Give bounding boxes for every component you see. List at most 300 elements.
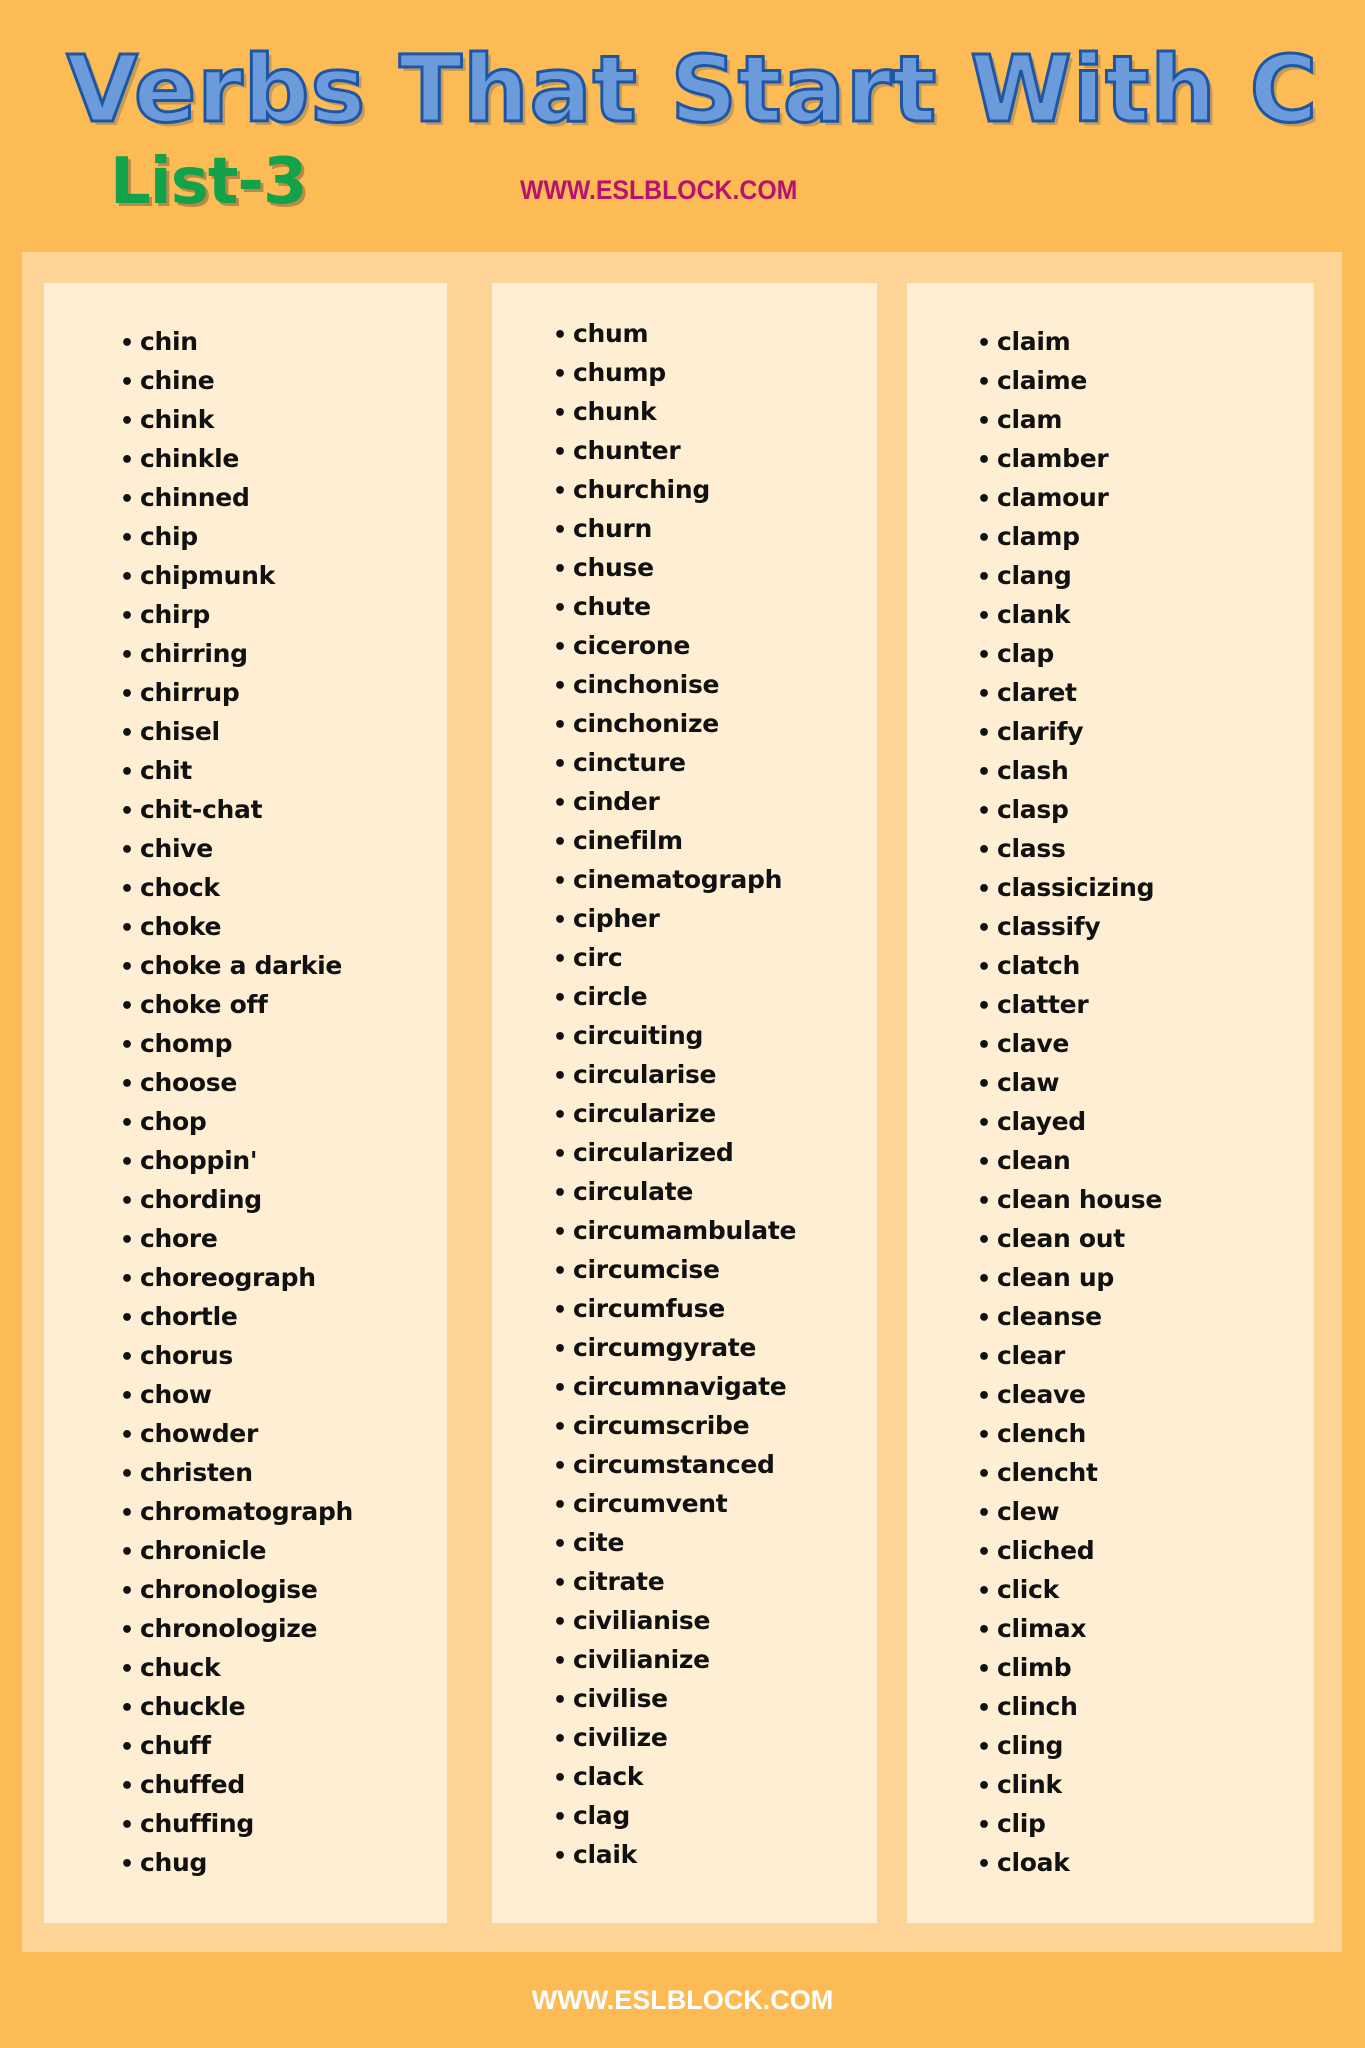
list-item xyxy=(553,1016,796,1055)
bullet-icon: • xyxy=(120,760,134,785)
bullet-icon: • xyxy=(553,1259,567,1284)
verb-text: clean out xyxy=(997,1224,1125,1253)
bullet-icon: • xyxy=(120,1462,134,1487)
verb-text: circuiting xyxy=(573,1021,704,1050)
verb-text: chuffing xyxy=(140,1809,255,1838)
list-item xyxy=(120,478,353,517)
list-item xyxy=(977,1414,1162,1453)
verb-text: claik xyxy=(573,1840,637,1869)
bullet-icon: • xyxy=(120,487,134,512)
verb-text: circumcise xyxy=(573,1255,720,1284)
list-item xyxy=(553,1406,796,1445)
list-item xyxy=(977,1336,1162,1375)
bullet-icon: • xyxy=(120,1267,134,1292)
bullet-icon: • xyxy=(553,752,567,777)
verb-text: cinchonize xyxy=(573,709,719,738)
list-item xyxy=(120,1726,353,1765)
verb-text: claim xyxy=(997,327,1071,356)
bullet-icon: • xyxy=(553,1142,567,1167)
verb-text: civilise xyxy=(573,1684,668,1713)
bullet-icon: • xyxy=(977,1462,991,1487)
list-item xyxy=(120,1765,353,1804)
bullet-icon: • xyxy=(120,331,134,356)
verb-text: circ xyxy=(573,943,623,972)
bullet-icon: • xyxy=(553,908,567,933)
bullet-icon: • xyxy=(977,1501,991,1526)
list-item xyxy=(553,821,796,860)
list-item xyxy=(977,1765,1162,1804)
verb-text: choose xyxy=(140,1068,238,1097)
bullet-icon: • xyxy=(120,1306,134,1331)
list-item xyxy=(553,548,796,587)
verb-text: chuffed xyxy=(140,1770,245,1799)
verb-text: chum xyxy=(573,319,649,348)
list-item xyxy=(553,1211,796,1250)
list-item xyxy=(553,392,796,431)
bullet-icon: • xyxy=(120,604,134,629)
bullet-icon: • xyxy=(553,791,567,816)
verb-text: churching xyxy=(573,475,710,504)
list-item xyxy=(553,1289,796,1328)
bullet-icon: • xyxy=(977,370,991,395)
bullet-icon: • xyxy=(553,1766,567,1791)
list-item xyxy=(120,1531,353,1570)
list-item xyxy=(977,985,1162,1024)
verb-text: clinch xyxy=(997,1692,1078,1721)
list-item xyxy=(120,1375,353,1414)
bullet-icon: • xyxy=(553,1454,567,1479)
verb-text: clayed xyxy=(997,1107,1086,1136)
bullet-icon: • xyxy=(553,479,567,504)
verb-text: churn xyxy=(573,514,653,543)
bullet-icon: • xyxy=(120,682,134,707)
list-item xyxy=(120,1336,353,1375)
bullet-icon: • xyxy=(553,1220,567,1245)
bullet-icon: • xyxy=(120,1696,134,1721)
bullet-icon: • xyxy=(120,1189,134,1214)
verb-text: chump xyxy=(573,358,666,387)
bullet-icon: • xyxy=(553,401,567,426)
bullet-icon: • xyxy=(977,565,991,590)
list-item xyxy=(553,1757,796,1796)
verb-text: chirrup xyxy=(140,678,240,707)
bullet-icon: • xyxy=(120,1111,134,1136)
word-column-1 xyxy=(44,283,447,1923)
list-item xyxy=(977,439,1162,478)
list-item xyxy=(553,977,796,1016)
verb-text: classicizing xyxy=(997,873,1155,902)
bullet-icon: • xyxy=(553,1727,567,1752)
bullet-icon: • xyxy=(977,1033,991,1058)
bullet-icon: • xyxy=(977,760,991,785)
list-item xyxy=(977,595,1162,634)
verb-text: clear xyxy=(997,1341,1066,1370)
verb-text: civilianise xyxy=(573,1606,711,1635)
bullet-icon: • xyxy=(553,1415,567,1440)
bullet-icon: • xyxy=(120,1072,134,1097)
verb-text: chirp xyxy=(140,600,210,629)
verb-text: chip xyxy=(140,522,198,551)
list-item xyxy=(553,782,796,821)
bullet-icon: • xyxy=(977,955,991,980)
bullet-icon: • xyxy=(977,1618,991,1643)
list-item xyxy=(977,1375,1162,1414)
bullet-icon: • xyxy=(977,643,991,668)
bullet-icon: • xyxy=(977,448,991,473)
bullet-icon: • xyxy=(120,643,134,668)
list-item xyxy=(553,1445,796,1484)
bullet-icon: • xyxy=(120,370,134,395)
list-item xyxy=(977,1726,1162,1765)
list-item xyxy=(120,1102,353,1141)
bullet-icon: • xyxy=(120,955,134,980)
list-item xyxy=(120,1219,353,1258)
bullet-icon: • xyxy=(553,635,567,660)
list-item xyxy=(120,1843,353,1882)
bullet-icon: • xyxy=(120,526,134,551)
bullet-icon: • xyxy=(553,440,567,465)
verb-text: chronicle xyxy=(140,1536,267,1565)
bullet-icon: • xyxy=(977,1696,991,1721)
bullet-icon: • xyxy=(977,1384,991,1409)
verb-text: clench xyxy=(997,1419,1086,1448)
list-item xyxy=(977,1531,1162,1570)
list-item xyxy=(120,829,353,868)
list-item xyxy=(977,634,1162,673)
list-item xyxy=(553,1250,796,1289)
word-column-3 xyxy=(907,283,1314,1923)
list-item xyxy=(977,712,1162,751)
list-item xyxy=(120,1297,353,1336)
list-item xyxy=(977,1297,1162,1336)
verb-text: circumgyrate xyxy=(573,1333,757,1362)
list-item xyxy=(553,1640,796,1679)
verb-text: chinkle xyxy=(140,444,240,473)
bullet-icon: • xyxy=(977,1345,991,1370)
bullet-icon: • xyxy=(553,323,567,348)
bullet-icon: • xyxy=(120,838,134,863)
list-item xyxy=(553,470,796,509)
list-item xyxy=(977,478,1162,517)
verb-text: choke off xyxy=(140,990,268,1019)
bullet-icon: • xyxy=(977,1735,991,1760)
verb-text: chortle xyxy=(140,1302,238,1331)
bullet-icon: • xyxy=(977,331,991,356)
bullet-icon: • xyxy=(120,565,134,590)
list-item xyxy=(977,1492,1162,1531)
verb-text: clam xyxy=(997,405,1063,434)
bullet-icon: • xyxy=(120,799,134,824)
list-item xyxy=(553,1523,796,1562)
verb-text: chunk xyxy=(573,397,657,426)
list-item xyxy=(977,1102,1162,1141)
list-item xyxy=(120,1804,353,1843)
bullet-icon: • xyxy=(120,721,134,746)
verb-text: claime xyxy=(997,366,1088,395)
verb-text: clap xyxy=(997,639,1054,668)
verb-text: chronologize xyxy=(140,1614,318,1643)
list-item xyxy=(120,517,353,556)
bullet-icon: • xyxy=(120,1384,134,1409)
verb-text: cinefilm xyxy=(573,826,683,855)
verb-text: claw xyxy=(997,1068,1060,1097)
list-item xyxy=(553,1133,796,1172)
bullet-icon: • xyxy=(120,994,134,1019)
verb-text: click xyxy=(997,1575,1059,1604)
list-item xyxy=(553,587,796,626)
verb-text: clencht xyxy=(997,1458,1098,1487)
verb-text: cinematograph xyxy=(573,865,783,894)
verb-text: cincture xyxy=(573,748,686,777)
verb-text: chuckle xyxy=(140,1692,246,1721)
bullet-icon: • xyxy=(120,1579,134,1604)
bullet-icon: • xyxy=(977,1852,991,1877)
verb-text: chisel xyxy=(140,717,220,746)
verb-text: clip xyxy=(997,1809,1046,1838)
verb-text: choke xyxy=(140,912,222,941)
list-item xyxy=(120,1570,353,1609)
bullet-icon: • xyxy=(120,1033,134,1058)
bullet-icon: • xyxy=(553,1688,567,1713)
bullet-icon: • xyxy=(977,799,991,824)
verb-text: clean up xyxy=(997,1263,1115,1292)
bullet-icon: • xyxy=(977,1774,991,1799)
bullet-icon: • xyxy=(553,1610,567,1635)
verb-text: circumstanced xyxy=(573,1450,775,1479)
bullet-icon: • xyxy=(977,604,991,629)
verb-text: circumscribe xyxy=(573,1411,750,1440)
list-item xyxy=(977,1453,1162,1492)
list-item xyxy=(120,361,353,400)
list-item xyxy=(120,673,353,712)
word-column-2 xyxy=(492,283,877,1923)
site-url-footer: WWW.ESLBLOCK.COM xyxy=(531,1985,834,2015)
verb-text: chowder xyxy=(140,1419,258,1448)
word-list xyxy=(553,314,796,1874)
verb-text: clean house xyxy=(997,1185,1163,1214)
list-item xyxy=(553,1367,796,1406)
bullet-icon: • xyxy=(120,1618,134,1643)
list-item xyxy=(120,322,353,361)
list-item xyxy=(120,712,353,751)
list-item xyxy=(977,790,1162,829)
list-item xyxy=(120,868,353,907)
verb-text: circle xyxy=(573,982,648,1011)
bullet-icon: • xyxy=(977,682,991,707)
list-item xyxy=(553,1718,796,1757)
verb-text: chore xyxy=(140,1224,218,1253)
bullet-icon: • xyxy=(977,1579,991,1604)
list-item xyxy=(977,1648,1162,1687)
verb-text: circumambulate xyxy=(573,1216,797,1245)
bullet-icon: • xyxy=(553,713,567,738)
site-url-header: WWW.ESLBLOCK.COM xyxy=(520,175,798,205)
verb-text: circumfuse xyxy=(573,1294,725,1323)
bullet-icon: • xyxy=(553,1103,567,1128)
list-item xyxy=(553,1601,796,1640)
verb-text: clarify xyxy=(997,717,1084,746)
list-item xyxy=(977,1219,1162,1258)
verb-text: choke a darkie xyxy=(140,951,343,980)
verb-text: circularise xyxy=(573,1060,717,1089)
bullet-icon: • xyxy=(977,916,991,941)
verb-text: clew xyxy=(997,1497,1060,1526)
verb-text: civilize xyxy=(573,1723,668,1752)
list-item xyxy=(553,1172,796,1211)
bullet-icon: • xyxy=(120,1852,134,1877)
list-item xyxy=(977,1687,1162,1726)
bullet-icon: • xyxy=(977,1267,991,1292)
verb-text: circularize xyxy=(573,1099,716,1128)
list-item xyxy=(977,751,1162,790)
list-number-label: List-3 xyxy=(110,145,307,219)
verb-text: clang xyxy=(997,561,1072,590)
verb-text: climb xyxy=(997,1653,1072,1682)
verb-text: cliched xyxy=(997,1536,1095,1565)
bullet-icon: • xyxy=(553,1181,567,1206)
bullet-icon: • xyxy=(553,1532,567,1557)
verb-text: chock xyxy=(140,873,220,902)
bullet-icon: • xyxy=(120,916,134,941)
list-item xyxy=(977,907,1162,946)
list-item xyxy=(553,1796,796,1835)
bullet-icon: • xyxy=(553,1376,567,1401)
bullet-icon: • xyxy=(977,877,991,902)
list-item xyxy=(977,1804,1162,1843)
verb-text: citrate xyxy=(573,1567,665,1596)
list-item xyxy=(553,353,796,392)
verb-text: chuck xyxy=(140,1653,221,1682)
list-item xyxy=(977,673,1162,712)
bullet-icon: • xyxy=(553,986,567,1011)
list-item xyxy=(553,431,796,470)
list-item xyxy=(977,946,1162,985)
list-item xyxy=(977,1141,1162,1180)
verb-text: chive xyxy=(140,834,213,863)
list-item xyxy=(553,626,796,665)
verb-text: clack xyxy=(573,1762,644,1791)
bullet-icon: • xyxy=(553,947,567,972)
bullet-icon: • xyxy=(977,487,991,512)
verb-text: class xyxy=(997,834,1066,863)
list-item xyxy=(553,509,796,548)
list-item xyxy=(553,1328,796,1367)
bullet-icon: • xyxy=(120,877,134,902)
list-item xyxy=(120,1453,353,1492)
verb-text: clave xyxy=(997,1029,1070,1058)
verb-text: circumvent xyxy=(573,1489,728,1518)
list-item xyxy=(977,361,1162,400)
bullet-icon: • xyxy=(120,1540,134,1565)
bullet-icon: • xyxy=(553,1844,567,1869)
list-item xyxy=(120,1609,353,1648)
list-item xyxy=(553,743,796,782)
word-list xyxy=(120,322,353,1882)
verb-text: cleanse xyxy=(997,1302,1102,1331)
bullet-icon: • xyxy=(120,409,134,434)
list-item xyxy=(120,556,353,595)
bullet-icon: • xyxy=(553,1649,567,1674)
word-list xyxy=(977,322,1162,1882)
verb-text: chine xyxy=(140,366,215,395)
bullet-icon: • xyxy=(120,1774,134,1799)
list-item xyxy=(553,1484,796,1523)
verb-text: cipher xyxy=(573,904,660,933)
verb-text: chuff xyxy=(140,1731,211,1760)
list-item xyxy=(120,595,353,634)
list-item xyxy=(120,1648,353,1687)
list-item xyxy=(977,868,1162,907)
bullet-icon: • xyxy=(977,994,991,1019)
bullet-icon: • xyxy=(553,1571,567,1596)
bullet-icon: • xyxy=(553,362,567,387)
list-item xyxy=(120,1063,353,1102)
bullet-icon: • xyxy=(120,1228,134,1253)
list-item xyxy=(977,1180,1162,1219)
verb-text: cicerone xyxy=(573,631,691,660)
verb-text: chording xyxy=(140,1185,262,1214)
list-item xyxy=(553,665,796,704)
bullet-icon: • xyxy=(977,1540,991,1565)
list-item xyxy=(120,1687,353,1726)
bullet-icon: • xyxy=(553,1493,567,1518)
list-item xyxy=(120,1180,353,1219)
verb-text: chomp xyxy=(140,1029,233,1058)
list-item xyxy=(120,1492,353,1531)
verb-text: chin xyxy=(140,327,198,356)
list-item xyxy=(977,829,1162,868)
bullet-icon: • xyxy=(977,1111,991,1136)
list-item xyxy=(977,322,1162,361)
list-item xyxy=(120,907,353,946)
bullet-icon: • xyxy=(977,1150,991,1175)
list-item xyxy=(120,790,353,829)
verb-text: chute xyxy=(573,592,651,621)
bullet-icon: • xyxy=(553,1298,567,1323)
verb-text: chipmunk xyxy=(140,561,275,590)
bullet-icon: • xyxy=(977,1423,991,1448)
verb-text: chronologise xyxy=(140,1575,318,1604)
verb-text: classify xyxy=(997,912,1101,941)
list-item xyxy=(977,400,1162,439)
list-item xyxy=(120,1414,353,1453)
list-item xyxy=(977,1258,1162,1297)
verb-text: chinned xyxy=(140,483,250,512)
list-item xyxy=(553,704,796,743)
list-item xyxy=(120,985,353,1024)
verb-text: clink xyxy=(997,1770,1062,1799)
verb-text: circumnavigate xyxy=(573,1372,787,1401)
bullet-icon: • xyxy=(120,1735,134,1760)
verb-text: chit xyxy=(140,756,192,785)
verb-text: cloak xyxy=(997,1848,1070,1877)
verb-text: chow xyxy=(140,1380,212,1409)
verb-text: clash xyxy=(997,756,1069,785)
verb-text: cinchonise xyxy=(573,670,720,699)
verb-text: clamber xyxy=(997,444,1109,473)
verb-text: chirring xyxy=(140,639,248,668)
list-item xyxy=(977,1609,1162,1648)
list-item xyxy=(553,1562,796,1601)
verb-text: clatter xyxy=(997,990,1089,1019)
verb-text: chromatograph xyxy=(140,1497,354,1526)
bullet-icon: • xyxy=(120,1150,134,1175)
bullet-icon: • xyxy=(553,869,567,894)
verb-text: circulate xyxy=(573,1177,693,1206)
bullet-icon: • xyxy=(553,1064,567,1089)
bullet-icon: • xyxy=(553,1337,567,1362)
bullet-icon: • xyxy=(120,1345,134,1370)
